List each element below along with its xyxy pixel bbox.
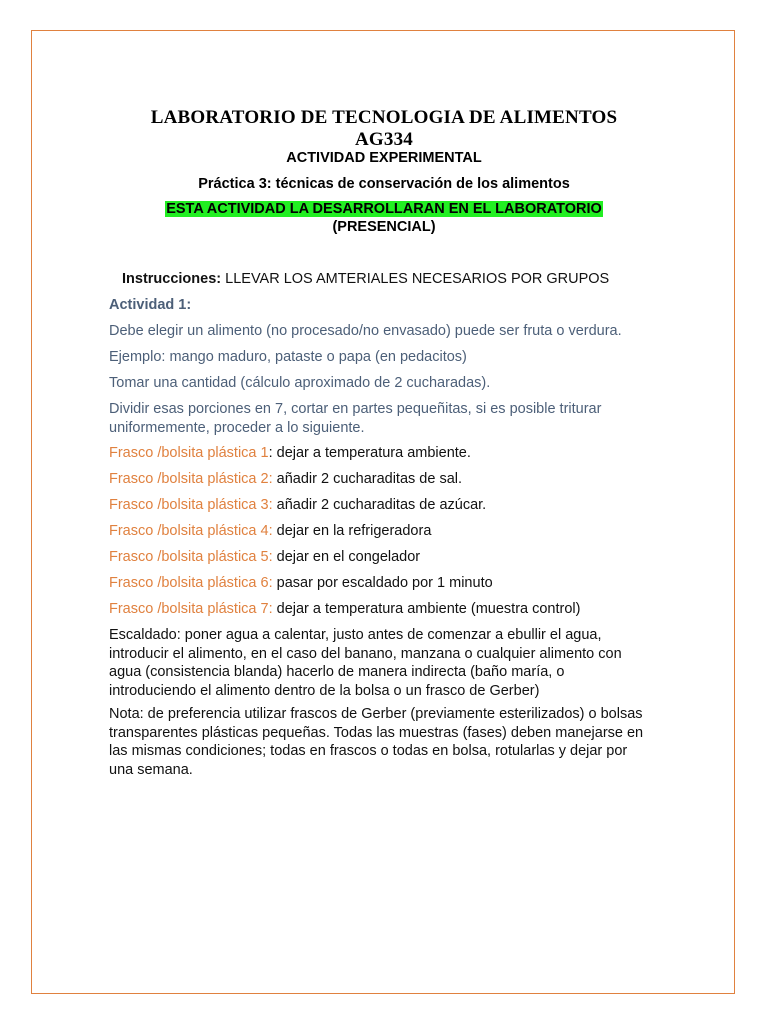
sample-label: Frasco /bolsita plástica 3: xyxy=(109,497,273,513)
sample-2 xyxy=(109,470,669,489)
escaldado-paragraph: Escaldado: poner agua a calentar, justo antes de comenzar a ebullir el agua, introducir el alimento, en el caso del banano, manzana o cualquier alimento con agua (consistencia blanda) hacerlo de manera indirecta (baño maría, o introduciendo el alimento dentro de la bolsa o un frasco de Gerber) xyxy=(109,627,622,699)
sample-label: Frasco /bolsita plástica 1 xyxy=(109,445,269,461)
sample-1 xyxy=(109,444,669,463)
practice-title: Práctica 3: técnicas de conservación de los alimentos xyxy=(198,176,570,192)
sample-6 xyxy=(109,574,669,593)
sample-label: Frasco /bolsita plástica 5: xyxy=(109,549,273,565)
sample-text: dejar en la refrigeradora xyxy=(272,523,432,539)
sample-3 xyxy=(109,496,669,515)
activity-heading: Actividad 1: xyxy=(109,297,192,313)
sample-text: dejar a temperatura ambiente (muestra control) xyxy=(272,601,581,617)
sample-4 xyxy=(109,522,669,541)
modality: (PRESENCIAL) xyxy=(332,219,436,235)
sample-sep: : xyxy=(268,445,273,461)
sample-text: dejar a temperatura ambiente. xyxy=(272,445,471,461)
highlight-notice-row xyxy=(0,201,768,217)
step-3: Tomar una cantidad (cálculo aproximado de 2 cucharadas). xyxy=(109,375,491,391)
step-1: Debe elegir un alimento (no procesado/no envasado) puede ser fruta o verdura. xyxy=(109,323,622,339)
activity-type: ACTIVIDAD EXPERIMENTAL xyxy=(286,150,482,166)
highlight-notice: ESTA ACTIVIDAD LA DESARROLLARAN EN EL LABORATORIO xyxy=(166,201,602,217)
nota-paragraph: Nota: de preferencia utilizar frascos de Gerber (previamente esterilizados) o bolsas transparentes plásticas pequeñas. Todas las muestras (fases) deben manejarse en las mismas condiciones; todas en frascos o todas en bolsa, rotularlas y dejar por una semana. xyxy=(109,706,644,778)
document-title: LABORATORIO DE TECNOLOGIA DE ALIMENTOS xyxy=(150,107,618,128)
sample-label: Frasco /bolsita plástica 4: xyxy=(109,523,273,539)
sample-label: Frasco /bolsita plástica 6: xyxy=(109,575,273,591)
instructions xyxy=(122,270,682,289)
step-4: Dividir esas porciones en 7, cortar en partes pequeñitas, si es posible triturar uniformemente, proceder a lo siguiente. xyxy=(109,401,602,436)
sample-text: pasar por escaldado por 1 minuto xyxy=(272,575,493,591)
course-code: AG334 xyxy=(355,129,413,150)
instructions-label: Instrucciones: xyxy=(122,271,222,287)
sample-label: Frasco /bolsita plástica 2: xyxy=(109,471,273,487)
sample-text: añadir 2 cucharaditas de sal. xyxy=(272,471,463,487)
sample-7 xyxy=(109,600,669,619)
sample-text: dejar en el congelador xyxy=(272,549,421,565)
instructions-text: LLEVAR LOS AMTERIALES NECESARIOS POR GRUPOS xyxy=(221,271,610,287)
sample-text: añadir 2 cucharaditas de azúcar. xyxy=(272,497,487,513)
sample-label: Frasco /bolsita plástica 7: xyxy=(109,601,273,617)
sample-5 xyxy=(109,548,669,567)
step-2: Ejemplo: mango maduro, pataste o papa (en pedacitos) xyxy=(109,349,467,365)
